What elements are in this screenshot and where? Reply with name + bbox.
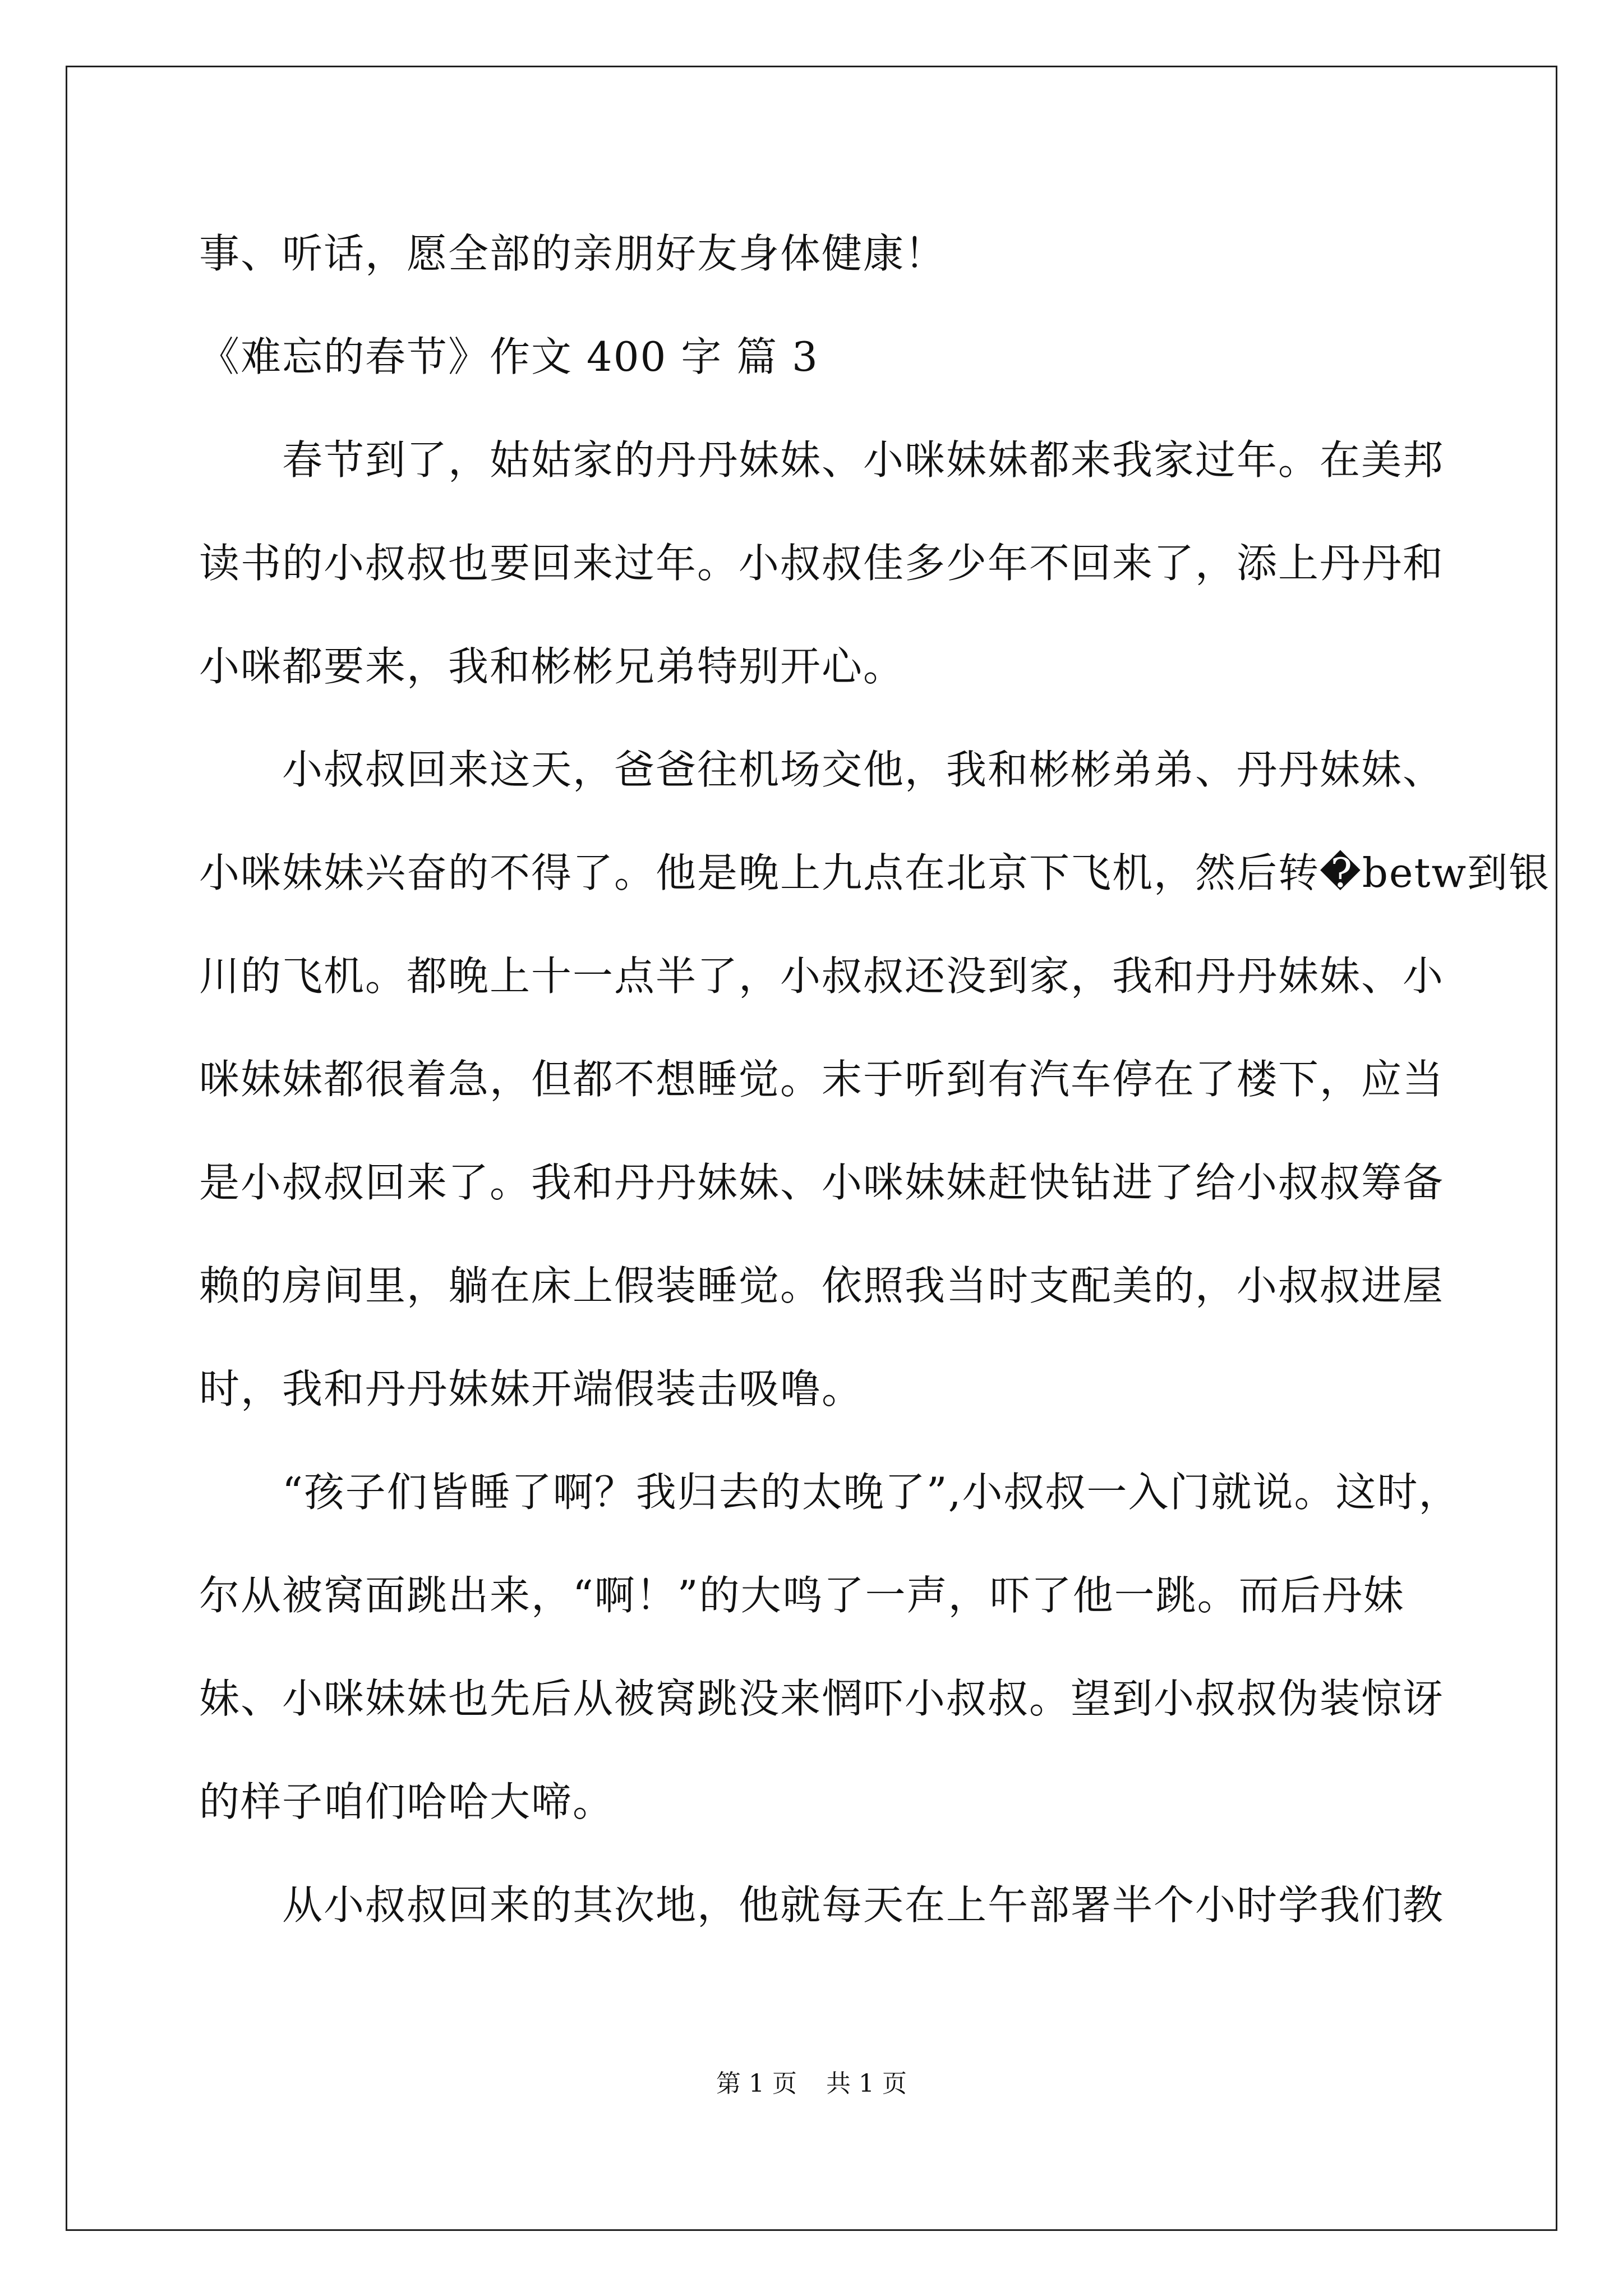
- text-line: 事、听话，愿全部的亲朋好友身体健康！: [199, 230, 947, 277]
- paragraph-line: “孩子们皆睡了啊？我归去的太晚了”,小叔叔一入门就说。这时，: [282, 1469, 1460, 1516]
- text-line: 赖的房间里，躺在床上假装睡觉。依照我当时支配美的，小叔叔进屋: [199, 1262, 1445, 1309]
- text-line: 尔从被窝面跳出来，“啊！”的大鸣了一声，吓了他一跳。而后丹妹: [199, 1572, 1405, 1619]
- text-line: 是小叔叔回来了。我和丹丹妹妹、小咪妹妹赶快钻进了给小叔叔筹备: [199, 1159, 1445, 1206]
- page-total: 共 1 页: [826, 2069, 907, 2098]
- text-line: 时，我和丹丹妹妹开端假装击吸噜。: [199, 1365, 864, 1412]
- paragraph-line: 春节到了，姑姑家的丹丹妹妹、小咪妹妹都来我家过年。在美邦: [282, 436, 1445, 484]
- text-line: 小咪都要来，我和彬彬兄弟特别开心。: [199, 643, 905, 690]
- page-number: 第 1 页: [716, 2069, 797, 2098]
- paragraph-line: 从小叔叔回来的其次地，他就每天在上午部署半个小时学我们教: [282, 1881, 1445, 1929]
- section-heading: 《难忘的春节》作文 400 字 篇 3: [199, 333, 819, 380]
- text-line: 川的飞机。都晚上十一点半了，小叔叔还没到家，我和丹丹妹妹、小: [199, 953, 1445, 1000]
- page-footer: [0, 2067, 1623, 2101]
- paragraph-line: 小叔叔回来这天，爸爸往机场交他，我和彬彬弟弟、丹丹妹妹、: [282, 746, 1445, 793]
- text-line: 妹、小咪妹妹也先后从被窝跳没来惘吓小叔叔。望到小叔叔伪装惊讶: [199, 1675, 1445, 1722]
- text-line: 咪妹妹都很着急，但都不想睡觉。末于听到有汽车停在了楼下，应当: [199, 1056, 1445, 1103]
- document-body: [199, 202, 1551, 1957]
- text-line: 的样子咱们哈哈大啼。: [199, 1778, 615, 1825]
- text-line: 读书的小叔叔也要回来过年。小叔叔佳多少年不回来了，添上丹丹和: [199, 540, 1445, 587]
- text-line: 小咪妹妹兴奋的不得了。他是晚上九点在北京下飞机，然后转�betw到银: [199, 849, 1551, 896]
